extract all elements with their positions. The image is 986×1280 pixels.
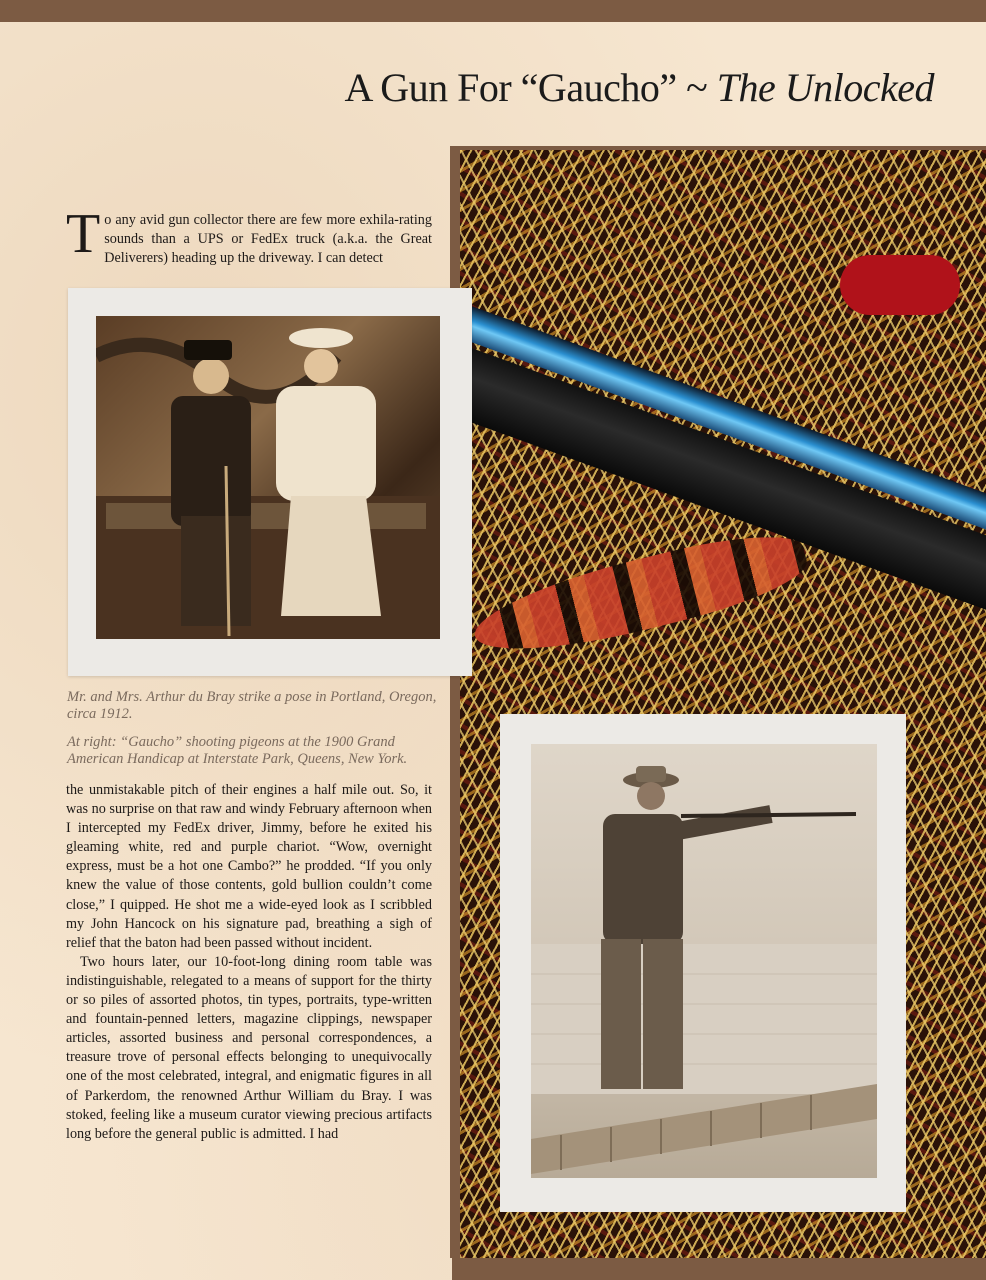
red-feather-tuft (840, 255, 960, 315)
bottom-border-bar (452, 1258, 986, 1280)
body-paragraphs (66, 781, 432, 1144)
shooter-photo (531, 744, 877, 1178)
shooter-photo-art (531, 744, 877, 1178)
paragraph-1: the unmistakable pitch of their engines a half mile out. So, it was no surprise on that raw and windy February afternoon when I intercepted my FedEx driver, Jimmy, before he exited his gleaming white, red and purple chariot. “Wow, overnight express, must be a hot one Cambo?” he prodded. “If you only knew the value of those contents, gold bullion couldn’t come close,” I quipped. He shot me a wide-eyed look as I scribbled my John Hancock on his signature pad, breathing a sigh of relief that the baton had been passed without incident. (66, 782, 432, 951)
page-title (345, 64, 934, 111)
photo-caption-couple: Mr. and Mrs. Arthur du Bray strike a pose in Portland, Oregon, circa 1912. (67, 689, 437, 722)
photo-caption-shooter: At right: “Gaucho” shooting pigeons at the 1900 Grand American Handicap at Interstate Park, Queens, New York. (67, 734, 408, 767)
drop-cap: T (66, 203, 101, 265)
pheasant-feather (467, 520, 814, 670)
paragraph-2: Two hours later, our 10-foot-long dining room table was indistinguishable, relegated to a means of support for the thirty or so piles of assorted photos, tin types, portraits, type-written and fountain-penned letters, magazine clippings, newspaper articles, assorted business and personal correspondences, a treasure trove of personal effects belonging to unequivocally one of the most celebrated, integral, and enigmatic figures in all of Parkerdom, the renowned Arthur William du Bray. I was stoked, feeling like a museum curator viewing precious artifacts long before the general public is admitted. I had (66, 953, 432, 1142)
title-italic: The Unlocked (716, 65, 934, 110)
couple-photo (96, 316, 440, 639)
top-border-bar (0, 0, 986, 22)
title-main: A Gun For “Gaucho” ~ (344, 65, 708, 110)
intro-text: o any avid gun collector there are few more exhila-rating sounds than a UPS or FedEx truck (a.k.a. the Great Deliverers) heading up the driveway. I can detect (104, 212, 432, 267)
intro-paragraph (66, 203, 432, 268)
couple-photo-art (96, 316, 440, 639)
